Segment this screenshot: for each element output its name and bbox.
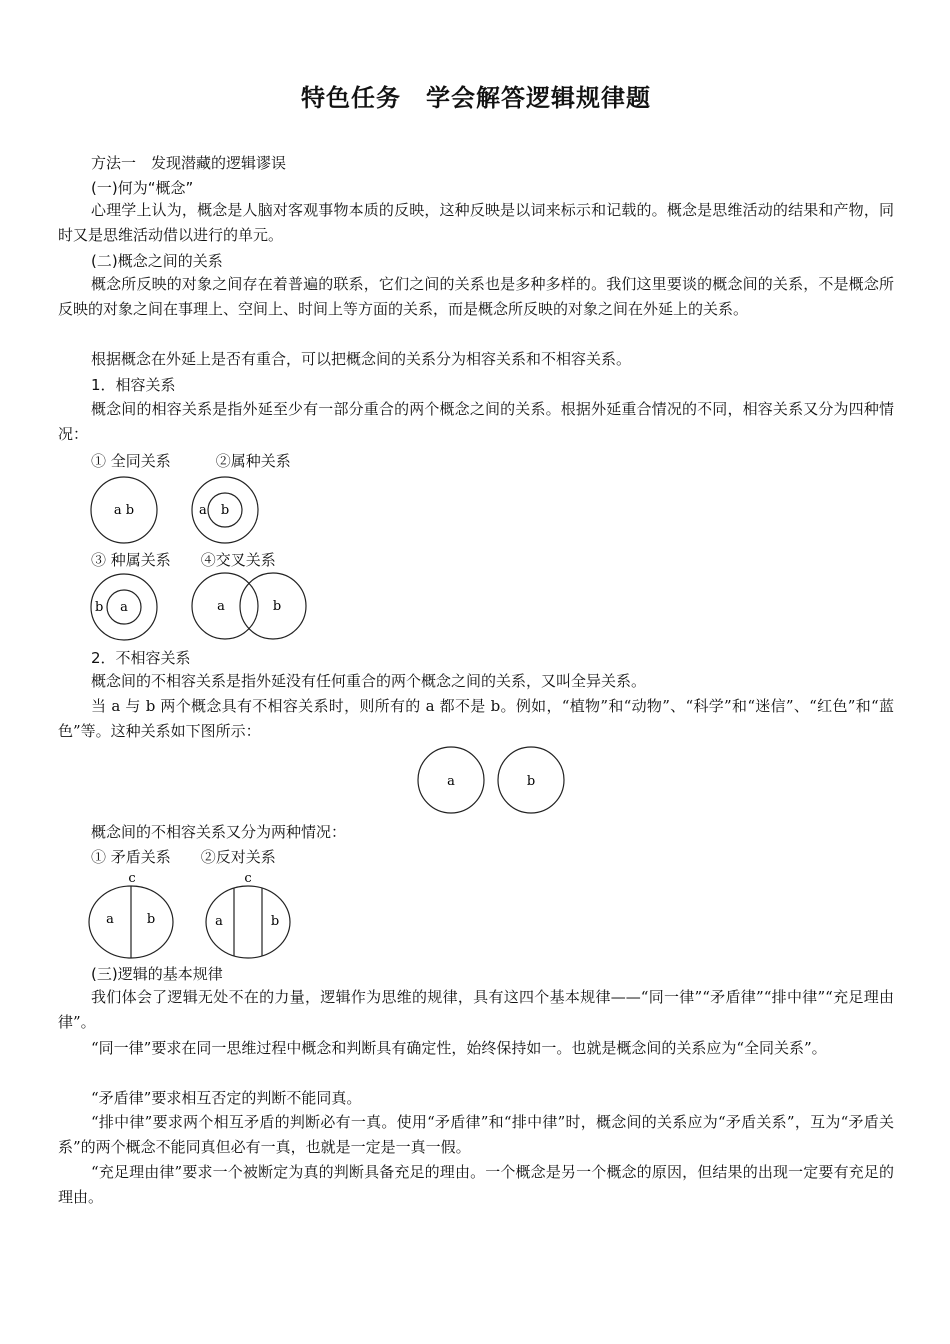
compatible-labels-row1: ① 全同关系 ②属种关系	[91, 452, 291, 470]
section3-paragraph-2: “同一律”要求在同一思维过程中概念和判断具有确定性，始终保持如一。也就是概念间的关系应为“全同关系”。	[91, 1039, 827, 1057]
left-label: a	[106, 912, 114, 927]
section2-heading: (二)概念之间的关系	[91, 252, 223, 270]
section3-paragraph-5: “充足理由律”要求一个被断定为真的判断具备充足的理由。一个概念是另一个概念的原因，但结果的出现一定要有充足的理由。	[58, 1163, 894, 1206]
method1-heading: 方法一 发现潜藏的逻辑谬误	[91, 154, 287, 172]
section1-heading: (一)何为“概念”	[91, 179, 194, 197]
whole-label: c	[128, 871, 136, 886]
outer-label: a	[199, 503, 207, 518]
diagram-contradictory	[86, 868, 176, 960]
incompatible-heading: 2．不相容关系	[91, 649, 191, 667]
left-label: a	[447, 774, 455, 789]
incompatible-labels-row: ① 矛盾关系 ②反对关系	[91, 848, 276, 866]
identity-label: a b	[113, 503, 135, 518]
section3-paragraph-3: “矛盾律”要求相互否定的判断不能同真。	[91, 1089, 362, 1107]
inner-label: b	[220, 503, 230, 518]
right-label: b	[272, 599, 282, 614]
whole-label: c	[244, 871, 252, 886]
diagram-identity	[88, 474, 160, 546]
outer-label: b	[95, 600, 104, 615]
right-label: b	[526, 774, 536, 789]
inner-label: a	[120, 600, 128, 615]
right-label: b	[146, 912, 156, 927]
section3-paragraph-4: “排中律”要求两个相互矛盾的判断必有一真。使用“矛盾律”和“排中律”时，概念间的关系应为“矛盾关系”，互为“矛盾关系”的两个概念不能同真但必有一真，也就是一定是一真一假。	[58, 1113, 894, 1156]
diagram-overlap	[189, 570, 311, 642]
diagram-species-genus	[88, 571, 160, 643]
section2-paragraph-1: 概念所反映的对象之间存在着普遍的联系，它们之间的关系也是多种多样的。我们这里要谈的概念间的关系，不是概念所反映的对象之间在事理上、空间上、时间上等方面的关系，而是概念所反映的对象之间在外延上的关系。	[58, 275, 894, 318]
incompatible-paragraph-2: 当 a 与 b 两个概念具有不相容关系时，则所有的 a 都不是 b。例如，“植物”和“动物”、“科学”和“迷信”、“红色”和“蓝色”等。这种关系如下图所示：	[58, 697, 894, 740]
page-title: 特色任务 学会解答逻辑规律题	[301, 84, 651, 112]
left-label: a	[217, 599, 225, 614]
compatible-paragraph: 概念间的相容关系是指外延至少有一部分重合的两个概念之间的关系。根据外延重合情况的不同，相容关系又分为四种情况：	[58, 400, 894, 443]
diagram-disjoint	[416, 745, 568, 817]
left-label: a	[215, 914, 223, 929]
compatible-heading: 1．相容关系	[91, 376, 176, 394]
section1-paragraph: 心理学上认为，概念是人脑对客观事物本质的反映，这种反映是以词来标示和记载的。概念是思维活动的结果和产物，同时又是思维活动借以进行的单元。	[58, 201, 894, 244]
section3-heading: (三)逻辑的基本规律	[91, 965, 223, 983]
section2-paragraph-2: 根据概念在外延上是否有重合，可以把概念间的关系分为相容关系和不相容关系。	[91, 350, 632, 368]
compatible-labels-row2: ③ 种属关系 ④交叉关系	[91, 551, 276, 569]
section3-paragraph-1: 我们体会了逻辑无处不在的力量，逻辑作为思维的规律，具有这四个基本规律——“同一律”“矛盾律”“排中律”“充足理由律”。	[58, 988, 894, 1031]
incompatible-paragraph-1: 概念间的不相容关系是指外延没有任何重合的两个概念之间的关系，又叫全异关系。	[91, 672, 647, 690]
diagram-genus-species	[189, 474, 261, 546]
right-label: b	[270, 914, 280, 929]
left-circle	[192, 573, 258, 639]
incompatible-paragraph-3: 概念间的不相容关系又分为两种情况：	[91, 823, 347, 841]
diagram-contrary	[203, 868, 293, 960]
